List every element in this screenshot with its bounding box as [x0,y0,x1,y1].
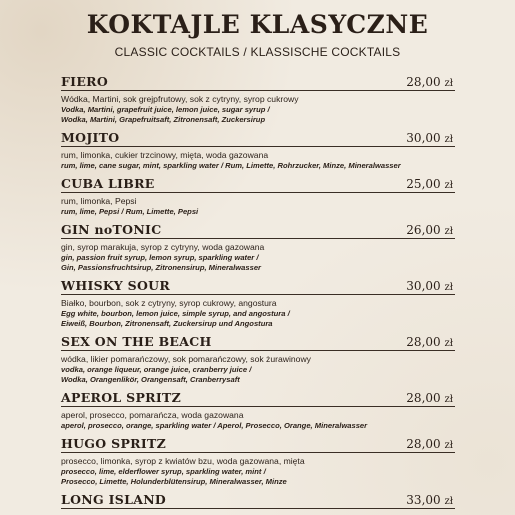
ingredients-translation: Gin, Passionsfruchtsirup, Zitronensirup, Mineralwasser [61,263,262,272]
ingredients-translation: rum, lime, cane sugar, mint, sparkling water / Rum, Limette, Rohrzucker, Minze, Mineralwasser [61,161,401,170]
menu-item [61,489,455,509]
cocktail-name: HUGO SPRITZ [61,436,167,451]
cocktail-price [406,335,453,349]
menu-item-header [61,489,455,509]
ingredients-polish: gin, syrop marakuja, syrop z cytryny, woda gazowana [61,242,265,252]
cocktail-price [406,223,453,237]
menu-item-header [61,275,455,295]
ingredients-polish: rum, limonka, cukier trzcinowy, mięta, woda gazowana [61,150,269,160]
currency-label: zł [444,338,453,349]
ingredients-translation: Wodka, Orangenlikör, Orangensaft, Cranberrysaft [61,375,240,384]
price-value: 30,00 [406,131,441,145]
cocktail-price [406,391,453,405]
cocktail-name: CUBA LIBRE [61,176,155,191]
cocktail-name: SEX ON THE BEACH [61,334,212,349]
price-value: 28,00 [406,75,441,89]
menu-item-header [61,219,455,239]
currency-label: zł [444,78,453,89]
ingredients-polish: prosecco, limonka, syrop z kwiatów bzu, woda gazowana, mięta [61,456,305,466]
price-value: 28,00 [406,391,441,405]
cocktail-name: LONG ISLAND [61,492,167,507]
currency-label: zł [444,440,453,451]
currency-label: zł [444,394,453,405]
cocktail-name: WHISKY SOUR [61,278,171,293]
price-value: 30,00 [406,279,441,293]
price-value: 25,00 [406,177,441,191]
ingredients-polish: Wódka, Martini, sok grejpfrutowy, sok z cytryny, syrop cukrowy [61,94,299,104]
menu-item [61,433,455,487]
menu-item-header [61,433,455,453]
ingredients-translation: prosecco, lime, elderflower syrup, sparkling water, mint / [61,467,266,476]
menu-item-header [61,331,455,351]
currency-label: zł [444,180,453,191]
cocktail-price [406,279,453,293]
cocktail-name: FIERO [61,74,109,89]
menu-item [61,387,455,431]
cocktail-name: GIN noTONIC [61,222,162,237]
currency-label: zł [444,282,453,293]
page-subtitle: CLASSIC COCKTAILS / KLASSISCHE COCKTAILS [114,45,401,59]
menu-item [61,275,455,329]
ingredients-translation: gin, passion fruit syrup, lemon syrup, sparkling water / [61,253,259,262]
menu-item [61,173,455,217]
menu-item [61,331,455,385]
currency-label: zł [444,226,453,237]
menu-item-header [61,387,455,407]
ingredients-translation: aperol, prosecco, orange, sparkling water / Aperol, Prosecco, Orange, Mineralwasser [61,421,368,430]
ingredients-translation: rum, lime, Pepsi / Rum, Limette, Pepsi [61,207,199,216]
price-value: 28,00 [406,335,441,349]
currency-label: zł [444,496,453,507]
ingredients-translation: Prosecco, Limette, Holunderblütensirup, Mineralwasser, Minze [61,477,287,486]
price-value: 33,00 [406,493,441,507]
cocktail-price [406,437,453,451]
ingredients-polish: rum, limonka, Pepsi [61,196,137,206]
menu-item-header [61,173,455,193]
ingredients-translation: Vodka, Martini, grapefruit juice, lemon juice, sugar syrup / [61,105,270,114]
menu-item [61,71,455,125]
ingredients-polish: wódka, likier pomarańczowy, sok pomarańczowy, sok żurawinowy [61,354,311,364]
menu-item-header [61,71,455,91]
menu-item-header [61,127,455,147]
ingredients-polish: Białko, bourbon, sok z cytryny, syrop cukrowy, angostura [61,298,277,308]
cocktail-price [406,177,453,191]
price-value: 26,00 [406,223,441,237]
page-title: KOKTAJLE KLASYCZNE [86,10,429,39]
cocktail-price [406,131,453,145]
cocktail-name: MOJITO [61,130,120,145]
ingredients-translation: Egg white, bourbon, lemon juice, simple syrup, and angostura / [61,309,290,318]
currency-label: zł [444,134,453,145]
cocktail-price [406,493,453,507]
price-value: 28,00 [406,437,441,451]
menu-item [61,127,455,171]
ingredients-polish: aperol, prosecco, pomarańcza, woda gazowana [61,410,244,420]
ingredients-translation: vodka, orange liqueur, orange juice, cranberry juice / [61,365,252,374]
cocktail-name: APEROL SPRITZ [61,390,182,405]
ingredients-translation: Eiweiß, Bourbon, Zitronensaft, Zuckersirup und Angostura [61,319,273,328]
menu-item [61,219,455,273]
cocktail-price [406,75,453,89]
ingredients-translation: Wodka, Martini, Grapefruitsaft, Zitronensaft, Zuckersirup [61,115,266,124]
